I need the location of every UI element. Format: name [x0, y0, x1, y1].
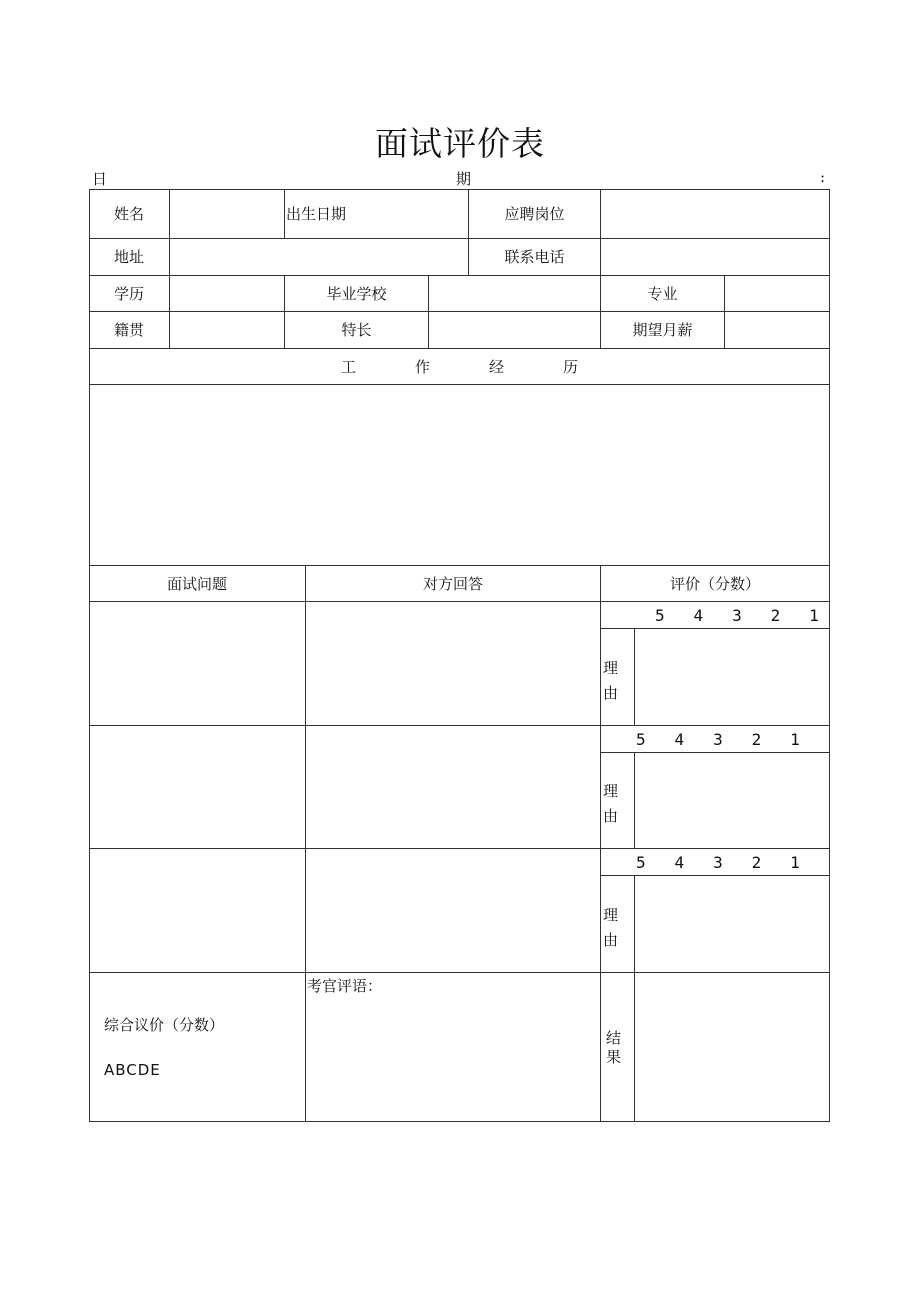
address-field[interactable]	[170, 238, 468, 275]
position-field[interactable]	[601, 189, 829, 238]
phone-label: 联系电话	[504, 248, 565, 266]
birth-date-label: 出生日期	[286, 205, 347, 223]
education-label: 学历	[113, 284, 144, 303]
education-field[interactable]	[170, 275, 284, 311]
date-label-right: :	[820, 168, 826, 186]
grade-options[interactable]: ABCDE	[104, 1061, 161, 1079]
date-label-left: 日	[92, 170, 108, 188]
answer-field-3[interactable]	[306, 849, 600, 972]
overall-rating-label: 综合议价（分数）	[104, 1016, 225, 1034]
position-label: 应聘岗位	[504, 205, 565, 223]
reason-label-3: 理 由	[603, 906, 619, 949]
question-field-2[interactable]	[90, 726, 305, 848]
work-experience-char-3: 经	[489, 357, 505, 376]
expected-salary-field[interactable]	[725, 311, 829, 348]
reason-label-1: 理 由	[603, 659, 619, 702]
result-field[interactable]	[635, 973, 829, 1121]
reason-field-3[interactable]	[635, 876, 829, 972]
question-field-1[interactable]	[90, 602, 305, 725]
work-experience-heading	[89, 348, 829, 384]
work-experience-char-4: 历	[563, 357, 579, 376]
score-options-1[interactable]: 5 4 3 2 1	[655, 605, 819, 625]
date-label-middle: 期	[456, 170, 472, 188]
work-experience-area[interactable]	[90, 385, 829, 565]
phone-field[interactable]	[601, 238, 829, 275]
examiner-comment-field[interactable]	[306, 996, 600, 1121]
reason-label-2: 理 由	[603, 782, 619, 825]
result-label: 结 果	[606, 1029, 622, 1066]
specialty-field[interactable]	[429, 311, 600, 348]
native-place-label: 籍贯	[113, 321, 144, 339]
work-experience-char-1: 工	[341, 357, 357, 376]
examiner-comment-label: 考官评语：	[307, 977, 383, 995]
score-options-2[interactable]: 5 4 3 2 1	[636, 729, 800, 749]
name-field[interactable]	[170, 189, 284, 238]
reason-field-1[interactable]	[635, 629, 829, 725]
school-field[interactable]	[429, 275, 600, 311]
name-label: 姓名	[113, 205, 144, 223]
major-label: 专业	[647, 284, 678, 303]
specialty-label: 特长	[341, 321, 372, 339]
work-experience-char-2: 作	[415, 357, 431, 376]
native-place-field[interactable]	[170, 311, 284, 348]
interview-question-header: 面试问题	[166, 574, 227, 593]
page-title: 面试评价表	[375, 124, 545, 163]
rating-header: 评价（分数）	[669, 574, 760, 593]
question-field-3[interactable]	[90, 849, 305, 972]
answer-field-1[interactable]	[306, 602, 600, 725]
reason-field-2[interactable]	[635, 753, 829, 848]
answer-header: 对方回答	[422, 574, 483, 593]
score-options-3[interactable]: 5 4 3 2 1	[636, 852, 800, 872]
school-label: 毕业学校	[326, 284, 387, 303]
answer-field-2[interactable]	[306, 726, 600, 848]
address-label: 地址	[113, 248, 144, 266]
major-field[interactable]	[725, 275, 829, 311]
expected-salary-label: 期望月薪	[632, 321, 693, 339]
